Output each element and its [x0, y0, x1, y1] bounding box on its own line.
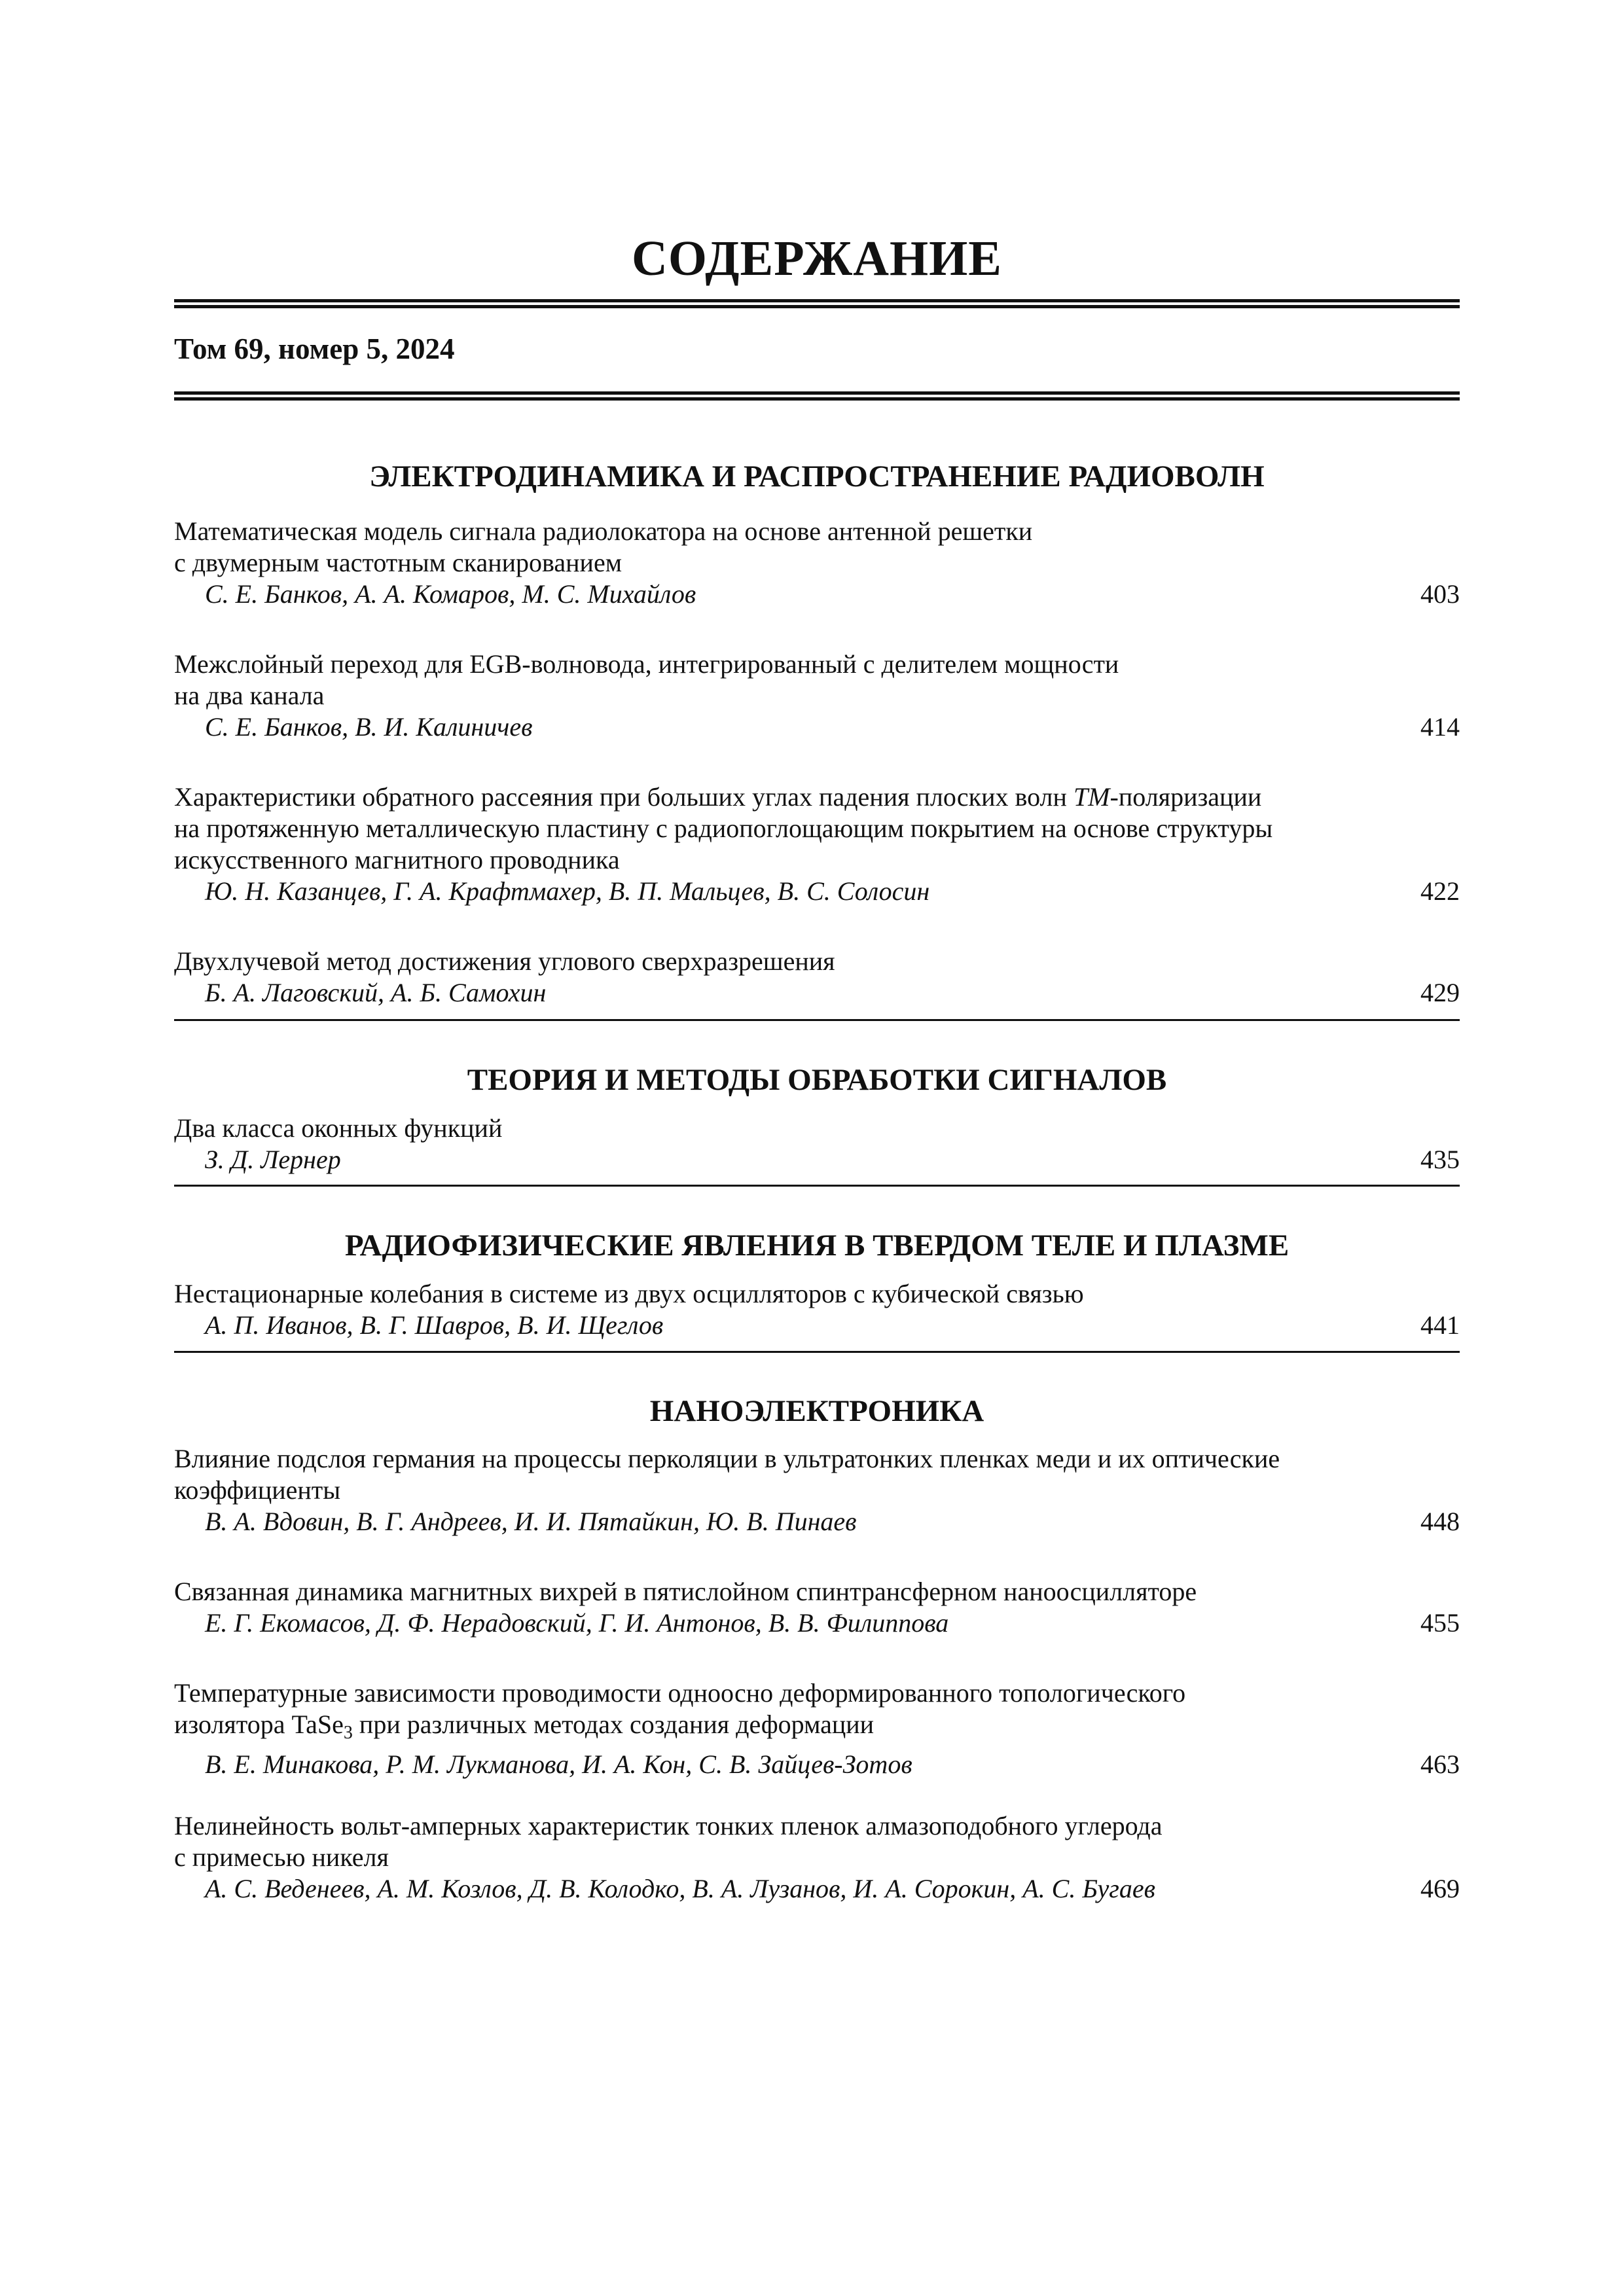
section-nanoelectronics — [174, 1391, 1460, 1431]
section-heading: НАНОЭЛЕКТРОНИКА — [649, 1394, 984, 1428]
article-title-line: коэффициенты — [174, 1475, 341, 1505]
title-text: -поляризации — [1110, 782, 1262, 812]
article-title-line: на протяженную металлическую пластину с радиопоглощающим покрытием на основе структуры — [174, 814, 1273, 843]
article-entry[interactable] — [174, 1113, 1460, 1175]
article-title — [174, 649, 1460, 711]
article-byline — [174, 876, 1460, 907]
section-signal-processing — [174, 1060, 1460, 1100]
article-authors: В. Е. Минакова, Р. М. Лукманова, И. А. Кон, С. В. Зайцев-Зотов — [205, 1749, 912, 1779]
page-number[interactable]: 422 — [1420, 876, 1460, 906]
article-title-line: Двухлучевой метод достижения углового сверхразрешения — [174, 946, 835, 976]
article-authors: Б. А. Лаговский, А. Б. Самохин — [205, 978, 547, 1007]
title-subscript: 3 — [343, 1723, 353, 1743]
article-authors: З. Д. Лернер — [205, 1145, 341, 1174]
page-number[interactable]: 448 — [1420, 1507, 1460, 1536]
issue-info: Том 69, номер 5, 2024 — [174, 332, 455, 365]
section-divider — [174, 1351, 1460, 1353]
article-byline — [174, 1506, 1460, 1537]
page-title: СОДЕРЖАНИЕ — [632, 231, 1002, 286]
article-title — [174, 1576, 1460, 1607]
article-title — [174, 946, 1460, 977]
article-title — [174, 781, 1460, 876]
article-byline — [174, 1607, 1460, 1639]
article-title — [174, 1113, 1460, 1144]
section-heading: РАДИОФИЗИЧЕСКИЕ ЯВЛЕНИЯ В ТВЕРДОМ ТЕЛЕ И ПЛАЗМЕ — [344, 1229, 1290, 1263]
page-number[interactable]: 435 — [1420, 1145, 1460, 1174]
article-title-line: с двумерным частотным сканированием — [174, 548, 623, 577]
article-title-line — [174, 781, 1440, 813]
article-title-line: Нелинейность вольт-амперных характеристик тонких пленок алмазоподобного углерода — [174, 1811, 1163, 1840]
article-byline — [174, 977, 1460, 1009]
page-number[interactable]: 403 — [1420, 579, 1460, 609]
page-number[interactable]: 441 — [1420, 1310, 1460, 1340]
article-title — [174, 516, 1460, 579]
article-byline — [174, 1144, 1460, 1175]
page-number[interactable]: 414 — [1420, 712, 1460, 742]
article-authors: С. Е. Банков, В. И. Калиничев — [205, 712, 533, 742]
article-authors: Ю. Н. Казанцев, Г. А. Крафтмахер, В. П. Мальцев, В. С. Солосин — [205, 876, 930, 906]
article-entry[interactable] — [174, 1278, 1460, 1341]
page-number[interactable]: 429 — [1420, 978, 1460, 1007]
article-title — [174, 1677, 1460, 1749]
article-authors: Е. Г. Екомасов, Д. Ф. Нерадовский, Г. И. Антонов, В. В. Филиппова — [205, 1608, 949, 1638]
section-heading: ТЕОРИЯ И МЕТОДЫ ОБРАБОТКИ СИГНАЛОВ — [467, 1063, 1167, 1097]
title-text: при различных методах создания деформации — [352, 1710, 875, 1739]
article-byline — [174, 1310, 1460, 1341]
article-authors: А. П. Иванов, В. Г. Шавров, В. И. Щеглов — [205, 1310, 664, 1340]
article-byline — [174, 579, 1460, 610]
article-byline — [174, 711, 1460, 743]
article-authors: В. А. Вдовин, В. Г. Андреев, И. И. Пятайкин, Ю. В. Пинаев — [205, 1507, 857, 1536]
article-entry[interactable] — [174, 1443, 1460, 1537]
article-byline — [174, 1749, 1460, 1780]
article-byline — [174, 1873, 1460, 1905]
section-electrodynamics — [174, 457, 1460, 496]
article-entry[interactable] — [174, 649, 1460, 743]
article-title-line: Межслойный переход для EGB-волновода, интегрированный с делителем мощности — [174, 649, 1119, 679]
article-title-line: Влияние подслоя германия на процессы перколяции в ультратонких пленках меди и их оптические — [174, 1444, 1280, 1473]
title-italic-text: ТМ — [1073, 782, 1110, 812]
section-radiophysics — [174, 1226, 1460, 1265]
article-title — [174, 1810, 1460, 1873]
title-text: Характеристики обратного рассеяния при больших углах падения плоских волн — [174, 782, 1074, 812]
article-title — [174, 1443, 1460, 1506]
article-title — [174, 1278, 1460, 1310]
article-title-line: Температурные зависимости проводимости одноосно деформированного топологического — [174, 1678, 1186, 1708]
page-number[interactable]: 455 — [1420, 1608, 1460, 1638]
section-heading: ЭЛЕКТРОДИНАМИКА И РАСПРОСТРАНЕНИЕ РАДИОВОЛН — [369, 459, 1265, 493]
article-title-line: на два канала — [174, 681, 325, 710]
article-entry[interactable] — [174, 1576, 1460, 1639]
title-text: изолятора TaSe — [174, 1710, 344, 1739]
article-entry[interactable] — [174, 781, 1460, 907]
page-number[interactable]: 463 — [1420, 1749, 1460, 1779]
article-authors: А. С. Веденеев, А. М. Козлов, Д. В. Колодко, В. А. Лузанов, И. А. Сорокин, А. С. Бугаев — [205, 1874, 1155, 1903]
header-divider — [174, 391, 1460, 401]
title-divider — [174, 299, 1460, 308]
article-title-line: Нестационарные колебания в системе из двух осцилляторов с кубической связью — [174, 1279, 1084, 1308]
article-title-line: Два класса оконных функций — [174, 1113, 503, 1143]
article-title-line: с примесью никеля — [174, 1842, 389, 1872]
article-title-line: искусственного магнитного проводника — [174, 845, 620, 874]
article-title-line — [174, 1709, 1440, 1749]
article-entry[interactable] — [174, 946, 1460, 1009]
article-title-line: Математическая модель сигнала радиолокатора на основе антенной решетки — [174, 516, 1033, 546]
article-authors: С. Е. Банков, А. А. Комаров, М. С. Михайлов — [205, 579, 696, 609]
contents-page — [174, 0, 1460, 2296]
section-divider — [174, 1185, 1460, 1187]
article-entry[interactable] — [174, 1677, 1460, 1780]
section-divider — [174, 1019, 1460, 1021]
page-number[interactable]: 469 — [1420, 1874, 1460, 1903]
article-entry[interactable] — [174, 516, 1460, 610]
article-entry[interactable] — [174, 1810, 1460, 1905]
article-title-line: Связанная динамика магнитных вихрей в пятислойном спинтрансферном наноосцилляторе — [174, 1577, 1197, 1606]
